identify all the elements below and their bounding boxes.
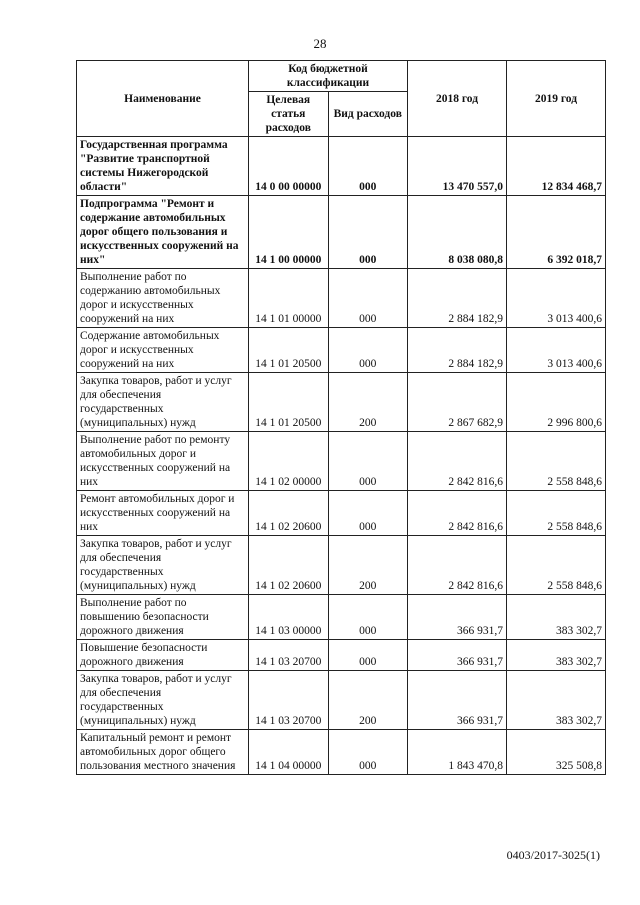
row-target-article: 14 1 04 00000 xyxy=(249,730,329,775)
table-row xyxy=(77,373,606,432)
header-code-group: Код бюджетной классификации xyxy=(249,61,408,92)
row-amount-2019: 3 013 400,6 xyxy=(507,328,606,373)
row-target-article: 14 1 01 20500 xyxy=(249,328,329,373)
row-expense-type: 000 xyxy=(328,730,408,775)
document-code: 0403/2017-3025(1) xyxy=(506,848,600,862)
header-target-article: Целевая статья расходов xyxy=(249,92,329,137)
row-amount-2018: 2 842 816,6 xyxy=(408,491,507,536)
page-number: 28 xyxy=(313,36,327,51)
row-target-article: 14 1 02 20600 xyxy=(249,491,329,536)
row-amount-2018: 2 884 182,9 xyxy=(408,328,507,373)
row-amount-2018: 1 843 470,8 xyxy=(408,730,507,775)
row-amount-2019: 3 013 400,6 xyxy=(507,269,606,328)
row-target-article: 14 1 00 00000 xyxy=(249,196,329,269)
row-amount-2019: 6 392 018,7 xyxy=(507,196,606,269)
row-target-article: 14 1 01 20500 xyxy=(249,373,329,432)
row-expense-type: 200 xyxy=(328,373,408,432)
budget-table xyxy=(76,60,606,775)
row-expense-type: 200 xyxy=(328,671,408,730)
header-expense-type: Вид расходов xyxy=(328,92,408,137)
row-amount-2019: 383 302,7 xyxy=(507,671,606,730)
row-amount-2018: 366 931,7 xyxy=(408,671,507,730)
row-name: Государственная программа "Развитие транспортной системы Нижегородской области" xyxy=(77,137,249,196)
row-amount-2018: 366 931,7 xyxy=(408,640,507,671)
table-row xyxy=(77,595,606,640)
row-target-article: 14 1 03 20700 xyxy=(249,671,329,730)
row-amount-2019: 383 302,7 xyxy=(507,640,606,671)
row-amount-2019: 2 558 848,6 xyxy=(507,432,606,491)
row-expense-type: 000 xyxy=(328,595,408,640)
row-expense-type: 000 xyxy=(328,491,408,536)
row-expense-type: 000 xyxy=(328,328,408,373)
table-header xyxy=(77,61,606,137)
row-name: Закупка товаров, работ и услуг для обеспечения государственных (муниципальных) нужд xyxy=(77,671,249,730)
row-expense-type: 000 xyxy=(328,196,408,269)
table-row xyxy=(77,137,606,196)
row-name: Закупка товаров, работ и услуг для обеспечения государственных (муниципальных) нужд xyxy=(77,536,249,595)
row-amount-2018: 8 038 080,8 xyxy=(408,196,507,269)
row-expense-type: 000 xyxy=(328,432,408,491)
row-amount-2018: 2 884 182,9 xyxy=(408,269,507,328)
row-target-article: 14 0 00 00000 xyxy=(249,137,329,196)
table-row xyxy=(77,432,606,491)
row-expense-type: 200 xyxy=(328,536,408,595)
row-name: Выполнение работ по ремонту автомобильных дорог и искусственных сооружений на них xyxy=(77,432,249,491)
row-name: Ремонт автомобильных дорог и искусственных сооружений на них xyxy=(77,491,249,536)
table-row xyxy=(77,640,606,671)
row-amount-2019: 2 996 800,6 xyxy=(507,373,606,432)
row-name: Повышение безопасности дорожного движения xyxy=(77,640,249,671)
row-name: Закупка товаров, работ и услуг для обеспечения государственных (муниципальных) нужд xyxy=(77,373,249,432)
row-amount-2018: 2 842 816,6 xyxy=(408,432,507,491)
table-row xyxy=(77,730,606,775)
table-row xyxy=(77,328,606,373)
row-amount-2019: 325 508,8 xyxy=(507,730,606,775)
table-row xyxy=(77,196,606,269)
header-year-2018: 2018 год xyxy=(408,61,507,137)
row-expense-type: 000 xyxy=(328,137,408,196)
row-target-article: 14 1 01 00000 xyxy=(249,269,329,328)
row-target-article: 14 1 03 00000 xyxy=(249,595,329,640)
row-expense-type: 000 xyxy=(328,269,408,328)
row-amount-2019: 12 834 468,7 xyxy=(507,137,606,196)
row-amount-2019: 2 558 848,6 xyxy=(507,536,606,595)
table-row xyxy=(77,269,606,328)
row-amount-2018: 366 931,7 xyxy=(408,595,507,640)
row-target-article: 14 1 02 20600 xyxy=(249,536,329,595)
row-name: Капитальный ремонт и ремонт автомобильных дорог общего пользования местного значения xyxy=(77,730,249,775)
row-amount-2018: 2 842 816,6 xyxy=(408,536,507,595)
table-body xyxy=(77,137,606,775)
row-amount-2018: 13 470 557,0 xyxy=(408,137,507,196)
row-expense-type: 000 xyxy=(328,640,408,671)
header-name: Наименование xyxy=(77,61,249,137)
row-amount-2019: 383 302,7 xyxy=(507,595,606,640)
row-target-article: 14 1 03 20700 xyxy=(249,640,329,671)
table-row xyxy=(77,536,606,595)
row-name: Выполнение работ по повышению безопасности дорожного движения xyxy=(77,595,249,640)
table-row xyxy=(77,671,606,730)
row-amount-2018: 2 867 682,9 xyxy=(408,373,507,432)
row-amount-2019: 2 558 848,6 xyxy=(507,491,606,536)
row-name: Выполнение работ по содержанию автомобильных дорог и искусственных сооружений на них xyxy=(77,269,249,328)
row-target-article: 14 1 02 00000 xyxy=(249,432,329,491)
header-year-2019: 2019 год xyxy=(507,61,606,137)
row-name: Подпрограмма "Ремонт и содержание автомобильных дорог общего пользования и искусственных сооружений на них" xyxy=(77,196,249,269)
table-row xyxy=(77,491,606,536)
row-name: Содержание автомобильных дорог и искусственных сооружений на них xyxy=(77,328,249,373)
